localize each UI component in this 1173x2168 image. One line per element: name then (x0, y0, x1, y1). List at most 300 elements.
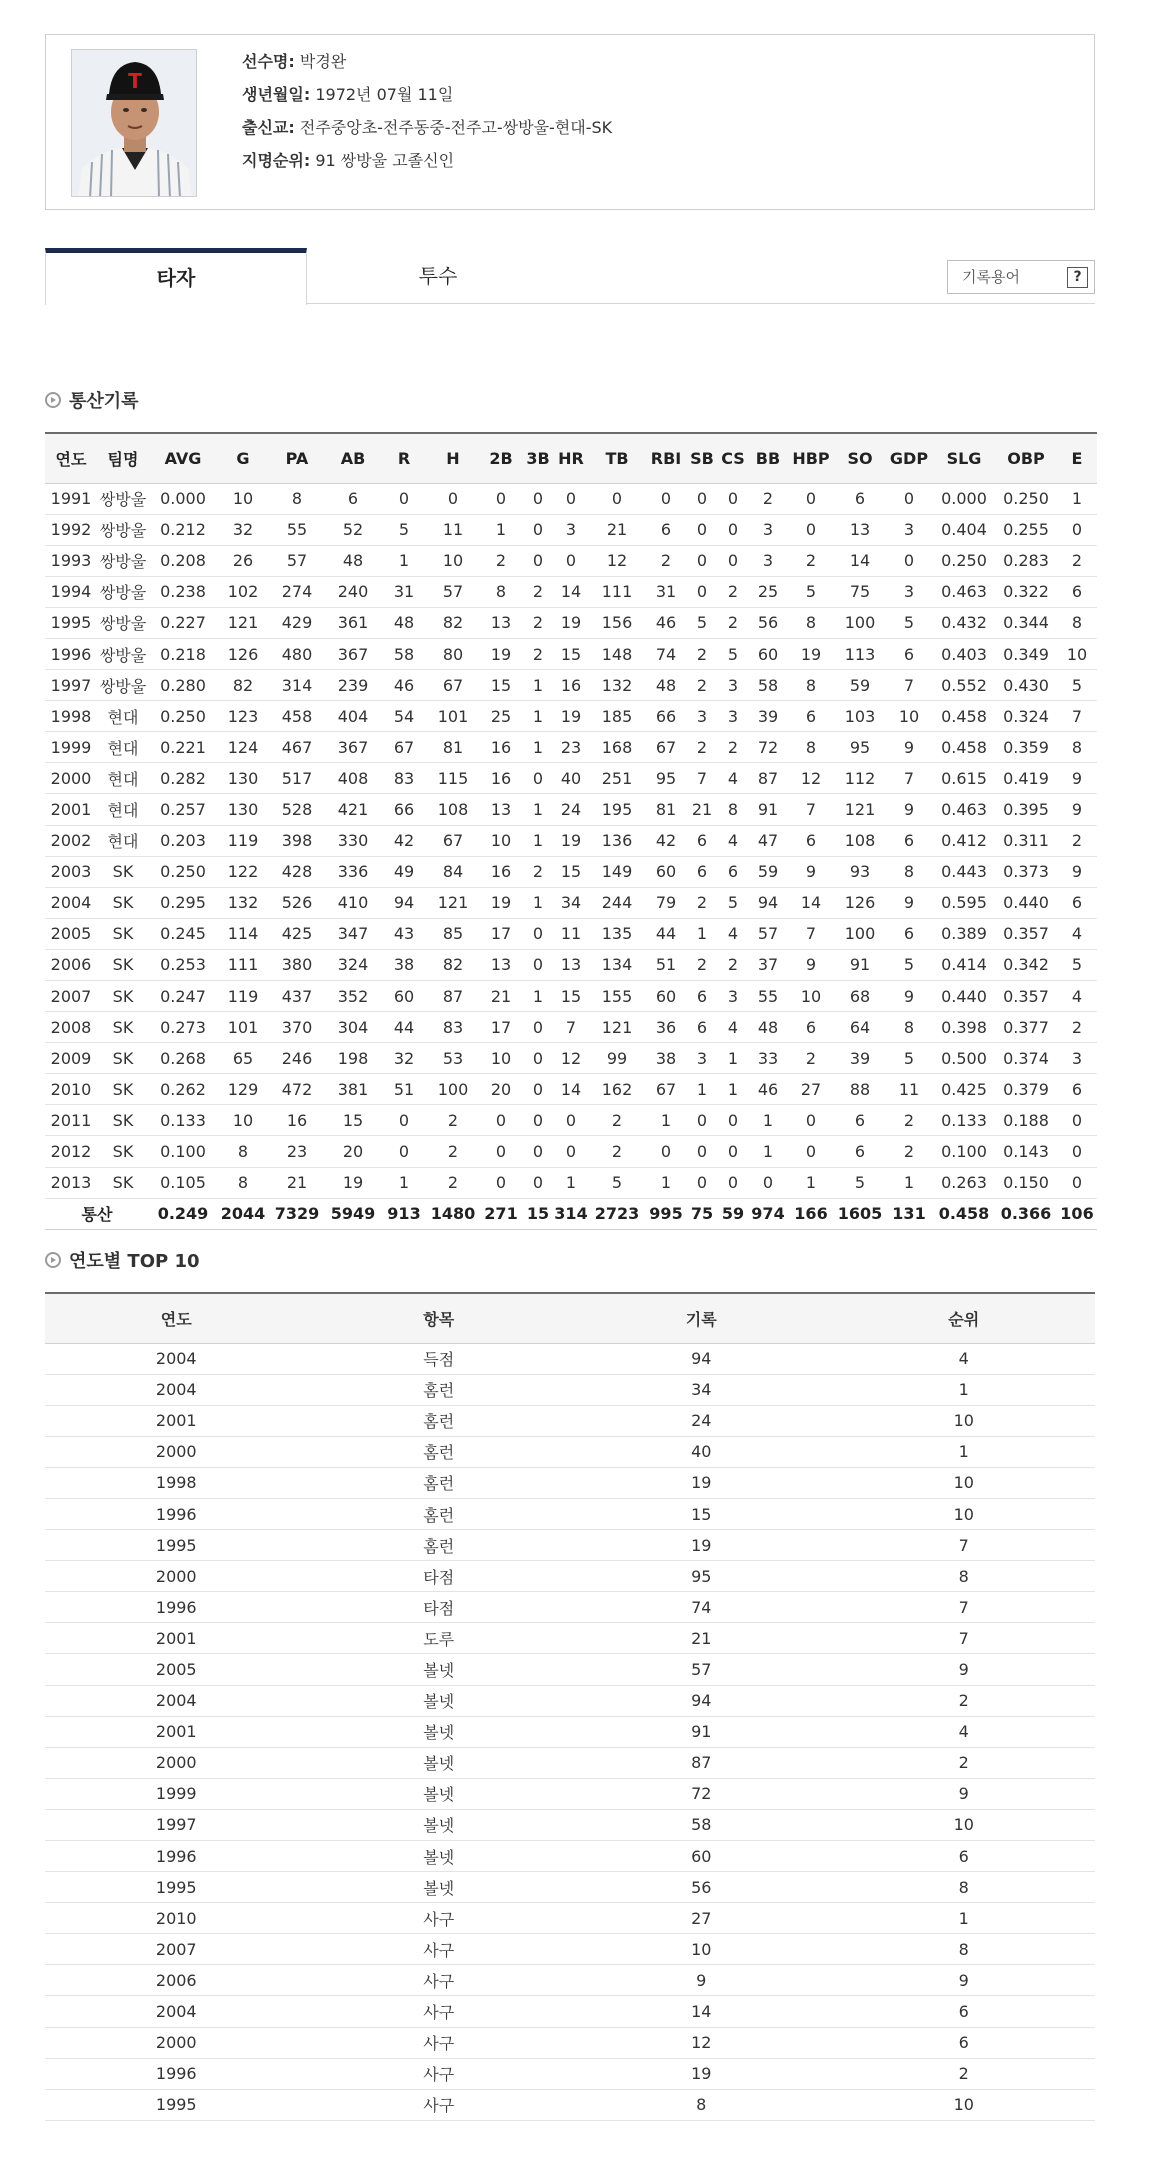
stats-cell: 0.282 (149, 763, 217, 794)
stats-cell: 3 (687, 1043, 717, 1074)
stats-cell: 132 (217, 887, 269, 918)
tab-batter[interactable]: 타자 (45, 248, 307, 305)
stats-cell: 8 (479, 576, 523, 607)
table-row (45, 1074, 1097, 1105)
stats-cell: 46 (749, 1074, 787, 1105)
stats-cell: 17 (479, 1012, 523, 1043)
stats-cell: 0.398 (933, 1012, 995, 1043)
top10-cell: 2001 (45, 1623, 308, 1654)
stats-cell: 467 (269, 732, 325, 763)
stats-cell: 65 (217, 1043, 269, 1074)
stats-cell: 5 (835, 1167, 885, 1198)
stats-cell: 108 (835, 825, 885, 856)
stats-cell: 3 (717, 670, 749, 701)
top10-cell: 2 (833, 2058, 1096, 2089)
table-row (45, 545, 1097, 576)
top10-cell: 사구 (308, 1903, 571, 1934)
stats-header-cell: R (381, 433, 427, 483)
stats-cell: 0.419 (995, 763, 1057, 794)
stats-cell: 429 (269, 607, 325, 638)
stats-cell: 3 (885, 514, 933, 545)
stats-cell: 134 (589, 949, 645, 980)
stats-cell: 5 (787, 576, 835, 607)
stats-cell: 54 (381, 701, 427, 732)
stats-header-cell: 연도 (45, 433, 97, 483)
stats-cell: 8 (885, 1012, 933, 1043)
stats-cell: SK (97, 1074, 149, 1105)
stats-cell: 0.377 (995, 1012, 1057, 1043)
glossary-label: 기록용어 (962, 268, 1020, 286)
stats-cell: 1996 (45, 638, 97, 669)
top10-cell: 1 (833, 1374, 1096, 1405)
table-row (45, 607, 1097, 638)
stats-cell: 472 (269, 1074, 325, 1105)
stats-cell: 8 (1057, 607, 1097, 638)
stats-cell: 1 (717, 1074, 749, 1105)
table-row (45, 1809, 1095, 1840)
stats-header-cell: 2B (479, 433, 523, 483)
top10-cell: 94 (570, 1343, 833, 1374)
stats-cell: 0 (717, 1105, 749, 1136)
table-row (45, 1167, 1097, 1198)
stats-cell: 0 (523, 483, 553, 514)
glossary-button[interactable] (947, 260, 1095, 294)
stats-cell: 11 (427, 514, 479, 545)
table-row (45, 949, 1097, 980)
stats-cell: 1995 (45, 607, 97, 638)
table-row (45, 1934, 1095, 1965)
stats-cell: 44 (381, 1012, 427, 1043)
stats-cell: 0 (1057, 1136, 1097, 1167)
stats-cell: 6 (645, 514, 687, 545)
top10-cell: 56 (570, 1872, 833, 1903)
stats-total-cell: 59 (717, 1198, 749, 1229)
stats-cell: 99 (589, 1043, 645, 1074)
top10-cell: 4 (833, 1343, 1096, 1374)
top10-cell: 홈런 (308, 1498, 571, 1529)
stats-cell: 0.357 (995, 981, 1057, 1012)
stats-cell: 13 (479, 949, 523, 980)
stats-cell: 59 (749, 856, 787, 887)
tab-pitcher[interactable]: 투수 (418, 264, 458, 288)
stats-cell: 0.357 (995, 918, 1057, 949)
stats-cell: 0.247 (149, 981, 217, 1012)
stats-cell: 67 (645, 1074, 687, 1105)
stats-cell: 6 (1057, 576, 1097, 607)
stats-cell: 6 (687, 1012, 717, 1043)
stats-cell: 21 (687, 794, 717, 825)
stats-header-cell: 3B (523, 433, 553, 483)
stats-cell: 38 (381, 949, 427, 980)
stats-cell: 408 (325, 763, 381, 794)
stats-total-cell: 1480 (427, 1198, 479, 1229)
stats-cell: 121 (427, 887, 479, 918)
stats-cell: 9 (885, 732, 933, 763)
stats-cell: 93 (835, 856, 885, 887)
stats-cell: 현대 (97, 794, 149, 825)
stats-cell: 21 (269, 1167, 325, 1198)
top10-cell: 40 (570, 1436, 833, 1467)
stats-cell: 0 (523, 949, 553, 980)
stats-cell: 20 (479, 1074, 523, 1105)
stats-cell: 0 (523, 545, 553, 576)
stats-cell: 67 (427, 670, 479, 701)
stats-cell: 67 (381, 732, 427, 763)
stats-cell: 1 (687, 918, 717, 949)
stats-cell: 0.000 (149, 483, 217, 514)
stats-cell: 100 (427, 1074, 479, 1105)
stats-cell: 0 (717, 1136, 749, 1167)
stats-cell: 3 (749, 545, 787, 576)
stats-cell: 91 (749, 794, 787, 825)
table-row (45, 2089, 1095, 2120)
stats-cell: 51 (645, 949, 687, 980)
top10-cell: 8 (833, 1872, 1096, 1903)
stats-cell: 2 (687, 670, 717, 701)
stats-cell: 0.100 (149, 1136, 217, 1167)
top10-title-text: 연도별 TOP 10 (69, 1251, 200, 1272)
stats-cell: 0 (645, 483, 687, 514)
stats-cell: 57 (427, 576, 479, 607)
stats-cell: 1 (381, 1167, 427, 1198)
top10-cell: 홈런 (308, 1405, 571, 1436)
table-row (45, 825, 1097, 856)
stats-cell: 55 (749, 981, 787, 1012)
player-name-label: 선수명: (242, 52, 295, 71)
stats-total-cell: 974 (749, 1198, 787, 1229)
stats-cell: 361 (325, 607, 381, 638)
stats-cell: 517 (269, 763, 325, 794)
stats-cell: 0.283 (995, 545, 1057, 576)
stats-cell: 19 (553, 607, 589, 638)
player-photo-image (72, 50, 197, 197)
top10-cell: 2001 (45, 1405, 308, 1436)
stats-cell: 15 (553, 638, 589, 669)
stats-cell: 113 (835, 638, 885, 669)
stats-cell: 0 (1057, 1167, 1097, 1198)
stats-cell: 6 (787, 1012, 835, 1043)
stats-cell: 46 (645, 607, 687, 638)
stats-cell: 0.395 (995, 794, 1057, 825)
stats-cell: 32 (217, 514, 269, 545)
table-row (45, 1903, 1095, 1934)
stats-cell: 83 (381, 763, 427, 794)
top10-cell: 58 (570, 1809, 833, 1840)
top10-cell: 볼넷 (308, 1809, 571, 1840)
stats-cell: 7 (885, 763, 933, 794)
stats-cell: 81 (427, 732, 479, 763)
stats-cell: 44 (645, 918, 687, 949)
stats-cell: 1 (479, 514, 523, 545)
stats-cell: 7 (1057, 701, 1097, 732)
table-row (45, 1012, 1097, 1043)
top10-cell: 홈런 (308, 1374, 571, 1405)
stats-cell: 0.458 (933, 732, 995, 763)
stats-cell: 84 (427, 856, 479, 887)
stats-cell: 0.188 (995, 1105, 1057, 1136)
stats-cell: 0 (523, 763, 553, 794)
table-row (45, 1043, 1097, 1074)
player-name: 박경완 (299, 52, 347, 71)
stats-cell: 95 (645, 763, 687, 794)
stats-cell: 6 (835, 1105, 885, 1136)
top10-cell: 1996 (45, 1498, 308, 1529)
stats-total-cell: 15 (523, 1198, 553, 1229)
top10-header-cell: 순위 (833, 1293, 1096, 1343)
stats-cell: 2 (427, 1167, 479, 1198)
stats-cell: 0 (479, 1167, 523, 1198)
table-row (45, 514, 1097, 545)
stats-total-cell: 0.249 (149, 1198, 217, 1229)
stats-cell: 2 (687, 638, 717, 669)
top10-cell: 7 (833, 1623, 1096, 1654)
top10-cell: 15 (570, 1498, 833, 1529)
stats-cell: 4 (1057, 918, 1097, 949)
stats-cell: 6 (717, 856, 749, 887)
record-tabs (45, 248, 1095, 304)
stats-cell: 26 (217, 545, 269, 576)
stats-cell: 240 (325, 576, 381, 607)
stats-cell: 66 (381, 794, 427, 825)
stats-cell: 56 (749, 607, 787, 638)
stats-cell: 0 (523, 1105, 553, 1136)
table-row (45, 1623, 1095, 1654)
stats-cell: 2 (687, 949, 717, 980)
stats-cell: 2 (885, 1105, 933, 1136)
stats-cell: 0.133 (933, 1105, 995, 1136)
stats-cell: 1997 (45, 670, 97, 701)
stats-cell: 121 (835, 794, 885, 825)
stats-cell: 100 (835, 607, 885, 638)
top10-cell: 1996 (45, 1841, 308, 1872)
stats-cell: 6 (687, 856, 717, 887)
stats-cell: 5 (885, 607, 933, 638)
stats-cell: 14 (787, 887, 835, 918)
stats-header-cell: E (1057, 433, 1097, 483)
stats-cell: 0.250 (149, 701, 217, 732)
top10-cell: 볼넷 (308, 1716, 571, 1747)
top10-cell: 2010 (45, 1903, 308, 1934)
stats-cell: 25 (749, 576, 787, 607)
stats-header-cell: OBP (995, 433, 1057, 483)
stats-cell: 168 (589, 732, 645, 763)
stats-cell: 53 (427, 1043, 479, 1074)
stats-cell: 0 (479, 483, 523, 514)
stats-cell: 5 (687, 607, 717, 638)
stats-cell: 60 (749, 638, 787, 669)
stats-cell: 0 (523, 918, 553, 949)
stats-cell: 현대 (97, 732, 149, 763)
stats-cell: 0.412 (933, 825, 995, 856)
stats-cell: 2013 (45, 1167, 97, 1198)
stats-cell: 쌍방울 (97, 483, 149, 514)
stats-cell: 185 (589, 701, 645, 732)
player-birth-row (242, 78, 612, 111)
stats-cell: 6 (787, 825, 835, 856)
stats-cell: 0.250 (933, 545, 995, 576)
table-row (45, 856, 1097, 887)
stats-cell: 75 (835, 576, 885, 607)
stats-cell: 1 (885, 1167, 933, 1198)
stats-cell: 20 (325, 1136, 381, 1167)
stats-cell: 47 (749, 825, 787, 856)
stats-cell: 12 (589, 545, 645, 576)
stats-cell: 121 (589, 1012, 645, 1043)
top10-cell: 9 (833, 1654, 1096, 1685)
stats-cell: 119 (217, 825, 269, 856)
stats-cell: 10 (787, 981, 835, 1012)
stats-cell: 251 (589, 763, 645, 794)
stats-cell: 2002 (45, 825, 97, 856)
top10-cell: 7 (833, 1530, 1096, 1561)
stats-cell: 94 (749, 887, 787, 918)
top10-cell: 72 (570, 1778, 833, 1809)
stats-cell: 347 (325, 918, 381, 949)
top10-cell: 2000 (45, 1561, 308, 1592)
top10-cell: 94 (570, 1685, 833, 1716)
table-row (45, 1996, 1095, 2027)
top10-cell: 볼넷 (308, 1747, 571, 1778)
stats-cell: 129 (217, 1074, 269, 1105)
table-row (45, 1965, 1095, 1996)
stats-cell: 1999 (45, 732, 97, 763)
table-row (45, 1872, 1095, 1903)
stats-cell: 101 (217, 1012, 269, 1043)
stats-cell: 195 (589, 794, 645, 825)
stats-cell: 2004 (45, 887, 97, 918)
top10-cell: 2000 (45, 1747, 308, 1778)
table-row (45, 483, 1097, 514)
stats-cell: 0.000 (933, 483, 995, 514)
stats-cell: 82 (217, 670, 269, 701)
stats-cell: 57 (269, 545, 325, 576)
stats-cell: 8 (717, 794, 749, 825)
stats-cell: 112 (835, 763, 885, 794)
top10-body (45, 1343, 1095, 2120)
top10-cell: 1999 (45, 1778, 308, 1809)
stats-cell: 21 (589, 514, 645, 545)
top10-cell: 볼넷 (308, 1685, 571, 1716)
top10-cell: 19 (570, 2058, 833, 2089)
player-photo (71, 49, 197, 197)
top10-cell: 1995 (45, 1872, 308, 1903)
stats-cell: 4 (717, 1012, 749, 1043)
stats-cell: 13 (553, 949, 589, 980)
top10-cell: 타점 (308, 1561, 571, 1592)
table-row (45, 1136, 1097, 1167)
stats-cell: 0 (553, 1136, 589, 1167)
stats-cell: 0 (717, 514, 749, 545)
top10-cell: 74 (570, 1592, 833, 1623)
stats-cell: 2012 (45, 1136, 97, 1167)
stats-header-cell: TB (589, 433, 645, 483)
stats-cell: 48 (325, 545, 381, 576)
stats-cell: 0.432 (933, 607, 995, 638)
stats-cell: 15 (325, 1105, 381, 1136)
stats-cell: 2 (717, 949, 749, 980)
stats-cell: 0 (553, 483, 589, 514)
stats-header-cell: HBP (787, 433, 835, 483)
stats-cell: 1 (1057, 483, 1097, 514)
top10-cell: 1 (833, 1436, 1096, 1467)
stats-cell: 60 (645, 981, 687, 1012)
stats-cell: 10 (427, 545, 479, 576)
stats-cell: 2 (885, 1136, 933, 1167)
stats-cell: 1 (523, 825, 553, 856)
stats-total-cell: 995 (645, 1198, 687, 1229)
stats-cell: 60 (645, 856, 687, 887)
top10-cell: 2001 (45, 1716, 308, 1747)
stats-cell: 9 (787, 856, 835, 887)
top10-cell: 사구 (308, 2089, 571, 2120)
player-name-row (242, 45, 612, 78)
stats-total-cell: 913 (381, 1198, 427, 1229)
stats-cell: 0.389 (933, 918, 995, 949)
stats-cell: 2 (749, 483, 787, 514)
stats-cell: 1 (523, 701, 553, 732)
stats-cell: 67 (645, 732, 687, 763)
stats-header-cell: BB (749, 433, 787, 483)
stats-cell: 0.250 (149, 856, 217, 887)
stats-cell: 0.463 (933, 794, 995, 825)
stats-cell: 14 (553, 1074, 589, 1105)
stats-cell: 2 (479, 545, 523, 576)
stats-cell: 16 (479, 856, 523, 887)
stats-cell: 19 (325, 1167, 381, 1198)
stats-cell: 5 (717, 638, 749, 669)
stats-cell: 9 (885, 981, 933, 1012)
top10-cell: 87 (570, 1747, 833, 1778)
stats-cell: 16 (269, 1105, 325, 1136)
top10-table (45, 1292, 1095, 2121)
stats-cell: 7 (787, 918, 835, 949)
stats-cell: 0.100 (933, 1136, 995, 1167)
stats-header-cell: CS (717, 433, 749, 483)
stats-cell: 6 (325, 483, 381, 514)
stats-cell: 0.359 (995, 732, 1057, 763)
stats-cell: 6 (835, 1136, 885, 1167)
table-row (45, 1498, 1095, 1529)
stats-cell: 0 (523, 1043, 553, 1074)
stats-cell: 2 (645, 545, 687, 576)
stats-cell: 314 (269, 670, 325, 701)
stats-cell: 74 (645, 638, 687, 669)
stats-cell: 0 (749, 1167, 787, 1198)
top10-cell: 1996 (45, 1592, 308, 1623)
stats-cell: 330 (325, 825, 381, 856)
stats-cell: 0.212 (149, 514, 217, 545)
stats-cell: 6 (835, 483, 885, 514)
stats-cell: 19 (479, 887, 523, 918)
stats-cell: 0 (645, 1136, 687, 1167)
stats-total-cell: 131 (885, 1198, 933, 1229)
stats-cell: 122 (217, 856, 269, 887)
stats-cell: 8 (217, 1136, 269, 1167)
stats-cell: 10 (479, 825, 523, 856)
svg-text:T: T (128, 69, 142, 93)
stats-cell: 2 (523, 638, 553, 669)
stats-cell: 101 (427, 701, 479, 732)
stats-cell: SK (97, 1136, 149, 1167)
stats-cell: 5 (589, 1167, 645, 1198)
stats-cell: 381 (325, 1074, 381, 1105)
stats-cell: 102 (217, 576, 269, 607)
stats-cell: 3 (885, 576, 933, 607)
stats-cell: 8 (217, 1167, 269, 1198)
stats-cell: 38 (645, 1043, 687, 1074)
stats-cell: 2 (687, 887, 717, 918)
stats-cell: 95 (835, 732, 885, 763)
